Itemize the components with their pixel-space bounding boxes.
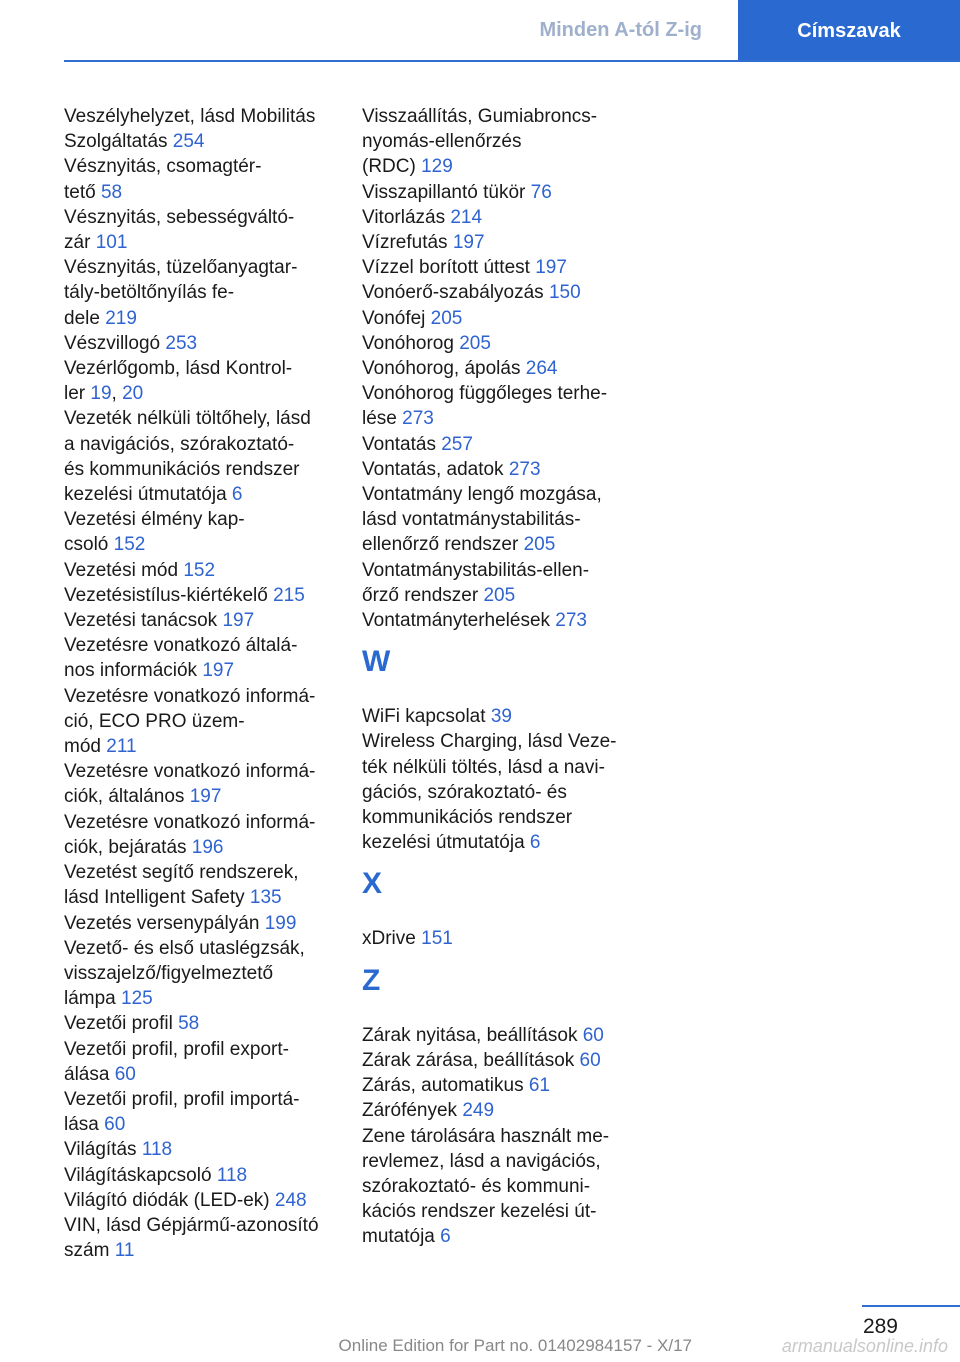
index-entry-text: Vésznyitás, sebességváltó- — [64, 206, 295, 228]
index-entry-line — [64, 432, 339, 457]
index-entry-text: Visszapillantó tükör — [362, 181, 531, 203]
index-entry-line — [64, 961, 339, 986]
index-entry-text: Vezetést segítő rendszerek, — [64, 862, 299, 884]
index-entry-text: Vezetésre vonatkozó informá- — [64, 761, 316, 783]
index-entry — [64, 633, 339, 683]
index-entry-line — [362, 356, 637, 381]
index-entry-text: lásd vontatmánystabilitás- — [362, 509, 581, 531]
index-entry-text: Vitorlázás — [362, 206, 451, 228]
index-entry — [64, 608, 339, 633]
index-entry-line — [64, 1087, 339, 1112]
index-entry-line — [362, 255, 637, 280]
index-entry-line — [362, 704, 637, 729]
index-entry-line — [362, 1174, 637, 1199]
index-entry-line — [362, 104, 637, 129]
index-entry-line — [64, 835, 339, 860]
index-entry — [362, 104, 637, 180]
index-entry-line — [64, 1062, 339, 1087]
index-entry-line — [362, 1149, 637, 1174]
page-reference-link[interactable]: 197 — [189, 786, 222, 808]
page-reference-link[interactable]: 20 — [122, 383, 144, 405]
index-entry-text: Vezetési tanácsok — [64, 610, 223, 632]
index-entry — [64, 583, 339, 608]
index-entry-line — [362, 926, 637, 951]
index-entry-text: Világító diódák (LED-ek) — [64, 1189, 275, 1211]
index-entry-line — [362, 205, 637, 230]
index-entry-text: gációs, szórakoztató- és — [362, 781, 567, 803]
page-reference-link[interactable]: 152 — [183, 559, 216, 581]
page-reference-link[interactable]: 214 — [450, 206, 483, 228]
index-entry-text: szórakoztató- és kommuni- — [362, 1175, 591, 1197]
index-entry-line — [64, 633, 339, 658]
index-entry-text: Zárás, automatikus — [362, 1075, 529, 1097]
page-number: 289 — [862, 1315, 898, 1338]
index-entry-line — [64, 583, 339, 608]
page-ref-separator: , — [111, 383, 123, 405]
page-reference-link[interactable]: 253 — [165, 332, 198, 354]
index-entry-line — [64, 1137, 339, 1162]
index-entry-text: nos információk — [64, 660, 203, 682]
page-reference-link[interactable]: 118 — [141, 1139, 173, 1161]
index-entry-text: ellenőrző rendszer — [362, 534, 524, 556]
index-entry-text: Vezetés versenypályán — [64, 912, 265, 934]
index-entry-text: revlemez, lásd a navigációs, — [362, 1150, 601, 1172]
page-reference-link[interactable]: 76 — [530, 181, 552, 203]
index-entry-line — [64, 986, 339, 1011]
index-entry-line — [64, 356, 339, 381]
index-entry-line — [64, 331, 339, 356]
index-entry — [64, 1163, 339, 1188]
index-entry-line — [64, 230, 339, 255]
index-entry-text: Vezetésistílus-kiértékelő — [64, 584, 274, 606]
page-reference-link[interactable]: 19 — [90, 383, 112, 405]
page-reference-link[interactable]: 60 — [104, 1114, 126, 1136]
index-entry-line — [64, 1188, 339, 1213]
page-reference-link[interactable]: 150 — [548, 282, 581, 304]
index-entry-line — [362, 729, 637, 754]
index-entry-text: VIN, lásd Gépjármű-azonosító — [64, 1214, 319, 1236]
index-letter-heading: W — [362, 645, 391, 679]
page-reference-link[interactable]: 60 — [582, 1024, 604, 1046]
index-entry-line — [362, 482, 637, 507]
index-column-left — [64, 104, 339, 1263]
index-entry — [64, 911, 339, 936]
index-entry-line — [64, 104, 339, 129]
page-reference-link[interactable]: 6 — [440, 1226, 451, 1248]
index-entry — [64, 406, 339, 507]
index-entry-text: Vontatás — [362, 433, 442, 455]
index-entry — [362, 180, 637, 205]
index-entry-line — [64, 784, 339, 809]
index-entry-text: a navigációs, szórakoztató- — [64, 433, 295, 455]
index-entry-line — [362, 1224, 637, 1249]
page-reference-link[interactable]: 249 — [462, 1100, 495, 1122]
index-entry — [64, 1087, 339, 1137]
index-entry — [362, 1048, 637, 1073]
index-entry-text: WiFi kapcsolat — [362, 706, 491, 728]
index-entry-line — [64, 507, 339, 532]
index-entry-text: Vezetési élmény kap- — [64, 509, 245, 531]
index-entry — [362, 331, 637, 356]
index-entry — [64, 104, 339, 154]
index-entry-text: ciók, általános — [64, 786, 190, 808]
header-section-title: Minden A-tól Z-ig — [539, 18, 702, 41]
index-entry-line — [64, 205, 339, 230]
index-entry-line — [362, 230, 637, 255]
index-entry-text: Vészvillogó — [64, 332, 166, 354]
index-entry-text: Vezetői profil, profil importá- — [64, 1088, 300, 1110]
index-entry — [362, 205, 637, 230]
index-entry-line — [64, 885, 339, 910]
index-entry-text: ció, ECO PRO üzem- — [64, 710, 245, 732]
index-entry-line — [362, 1023, 637, 1048]
index-entry-line — [64, 532, 339, 557]
index-entry-text: mód — [64, 736, 107, 758]
index-entry-text: xDrive — [362, 928, 422, 950]
index-entry-line — [64, 306, 339, 331]
index-entry — [64, 684, 339, 760]
index-entry — [64, 1188, 339, 1213]
index-entry-line — [64, 911, 339, 936]
index-entry-line — [362, 558, 637, 583]
page-reference-link[interactable]: 254 — [172, 131, 205, 153]
index-entry-line — [64, 1238, 339, 1263]
index-entry-text: Zene tárolására használt me- — [362, 1125, 610, 1147]
page-reference-link[interactable]: 205 — [459, 332, 491, 354]
index-entry — [362, 926, 637, 951]
header-divider — [64, 60, 960, 62]
page-reference-link[interactable]: 205 — [430, 307, 463, 329]
index-entry-text: Vonóhorog — [362, 332, 460, 354]
index-entry-line — [64, 381, 339, 406]
index-entry-text: Veszélyhelyzet, lásd Mobilitás — [64, 106, 316, 127]
page-reference-link[interactable]: 197 — [535, 257, 567, 279]
index-entry-text: ciók, bejáratás — [64, 836, 192, 858]
page-header — [0, 0, 960, 62]
index-entry-line — [362, 830, 637, 855]
page-reference-link[interactable]: 118 — [216, 1164, 248, 1186]
page-reference-link[interactable]: 205 — [523, 534, 556, 556]
index-entry-text: (RDC) — [362, 156, 422, 178]
index-entry-line — [64, 280, 339, 305]
index-entry-text: kommunikációs rendszer — [362, 807, 573, 829]
index-entry-text: Vonóerő-szabályozás — [362, 282, 549, 304]
page-reference-link[interactable]: 6 — [231, 484, 243, 506]
index-entry-line — [362, 180, 637, 205]
index-entry — [362, 482, 637, 558]
index-entry-line — [64, 255, 339, 280]
index-entry-text: nyomás-ellenőrzés — [362, 131, 522, 153]
index-entry-text: Vezeték nélküli töltőhely, lásd — [64, 408, 311, 430]
page-reference-link[interactable]: 39 — [490, 706, 512, 728]
index-entry-text: Vonóhorog, ápolás — [362, 358, 526, 380]
header-tab-active[interactable]: Címszavak — [738, 0, 960, 62]
index-entry — [362, 230, 637, 255]
index-entry-line — [362, 1048, 637, 1073]
page-reference-link[interactable]: 125 — [121, 988, 153, 1010]
index-entry-text: Visszaállítás, Gumiabroncs- — [362, 106, 598, 127]
index-entry-line — [64, 129, 339, 154]
index-entry — [362, 306, 637, 331]
index-entry — [362, 608, 637, 633]
index-entry-line — [64, 482, 339, 507]
page-reference-link[interactable]: 6 — [529, 832, 541, 854]
index-entry-line — [362, 1098, 637, 1123]
index-entry-text: mutatója — [362, 1226, 441, 1248]
index-entry-line — [64, 154, 339, 179]
index-entry-text: Vonófej — [362, 307, 431, 329]
index-entry-line — [64, 759, 339, 784]
page-reference-link[interactable]: 152 — [113, 534, 146, 556]
page-reference-link[interactable]: 11 — [114, 1240, 135, 1262]
index-entry-line — [64, 658, 339, 683]
index-entry-line — [64, 1163, 339, 1188]
index-entry-line — [64, 558, 339, 583]
index-entry — [362, 704, 637, 729]
watermark-text: armanualsonline.info — [781, 1336, 948, 1356]
page-reference-link[interactable]: 58 — [100, 181, 123, 203]
index-entry — [64, 936, 339, 1012]
footer-divider — [862, 1305, 960, 1307]
index-entry — [64, 1137, 339, 1162]
page-reference-link[interactable]: 129 — [421, 156, 453, 178]
page-reference-link[interactable]: 205 — [483, 584, 516, 606]
index-entry-line — [64, 684, 339, 709]
index-entry-line — [64, 406, 339, 431]
index-entry-text: és kommunikációs rendszer — [64, 458, 300, 480]
index-entry-text: Vezető- és első utaslégzsák, — [64, 937, 305, 959]
index-entry-line — [362, 507, 637, 532]
page-reference-link[interactable]: 60 — [579, 1049, 601, 1071]
index-entry-line — [362, 457, 637, 482]
index-entry-text: Szolgáltatás — [64, 131, 173, 153]
page-reference-link[interactable]: 58 — [178, 1013, 200, 1035]
index-entry-line — [64, 1037, 339, 1062]
index-entry — [64, 1213, 339, 1263]
index-entry-line — [64, 608, 339, 633]
page-reference-link[interactable]: 273 — [402, 408, 434, 430]
index-entry-line — [362, 583, 637, 608]
index-entry-text: kezelési útmutatója — [64, 484, 232, 506]
index-entry-line — [64, 1112, 339, 1137]
index-entry — [64, 356, 339, 406]
page-reference-link[interactable]: 248 — [274, 1189, 307, 1211]
index-entry-line — [362, 331, 637, 356]
index-entry — [362, 1023, 637, 1048]
index-letter-heading: X — [362, 867, 383, 901]
index-entry-line — [362, 381, 637, 406]
index-entry-text: lása — [64, 1114, 105, 1136]
index-entry-line — [362, 608, 637, 633]
page-reference-link[interactable]: 60 — [114, 1063, 136, 1085]
index-entry-line — [64, 1213, 339, 1238]
index-entry — [362, 381, 637, 431]
page-reference-link[interactable]: 61 — [528, 1075, 550, 1097]
index-entry-text: Vontatmánystabilitás-ellen- — [362, 559, 590, 581]
index-entry — [64, 759, 339, 809]
index-column-right — [362, 104, 637, 1250]
index-entry — [362, 558, 637, 608]
index-entry-text: Vontatmányterhelések — [362, 610, 556, 632]
index-entry — [362, 1073, 637, 1098]
page-reference-link[interactable]: 273 — [508, 458, 541, 480]
index-entry-text: Wireless Charging, lásd Veze- — [362, 731, 617, 753]
index-entry-text: lásd Intelligent Safety — [64, 887, 250, 909]
index-entry-line — [64, 860, 339, 885]
index-entry-text: Zárófények — [362, 1100, 463, 1122]
index-entry-text: lése — [362, 408, 403, 430]
page-reference-link[interactable]: 197 — [202, 660, 235, 682]
index-entry-line — [362, 154, 637, 179]
page-reference-link[interactable]: 151 — [421, 928, 453, 950]
index-entry-line — [64, 709, 339, 734]
index-entry — [64, 205, 339, 255]
index-letter-heading: Z — [362, 963, 381, 997]
index-entry-text: kezelési útmutatója — [362, 832, 530, 854]
index-entry-line — [362, 755, 637, 780]
index-entry-text: csoló — [64, 534, 114, 556]
index-entry-line — [64, 180, 339, 205]
index-entry — [64, 255, 339, 331]
index-entry-line — [362, 432, 637, 457]
index-entry-text: Vezetésre vonatkozó informá- — [64, 811, 316, 833]
index-entry-text: Vontatás, adatok — [362, 458, 509, 480]
page-reference-link[interactable]: 101 — [95, 232, 128, 254]
index-entry-line — [64, 810, 339, 835]
page-reference-link[interactable]: 219 — [105, 307, 137, 329]
index-entry-text: lámpa — [64, 988, 122, 1010]
index-entry-text: visszajelző/figyelmeztető — [64, 962, 274, 984]
index-entry-line — [64, 457, 339, 482]
index-entry-text: Vontatmány lengő mozgása, — [362, 484, 602, 506]
index-entry-text: Vezetői profil, profil export- — [64, 1038, 289, 1060]
index-entry-text: ler — [64, 383, 91, 405]
index-entry-text: Világítás — [64, 1139, 142, 1161]
index-entry — [64, 810, 339, 860]
index-entry-text: Zárak zárása, beállítások — [362, 1049, 580, 1071]
page-reference-link[interactable]: 264 — [525, 358, 558, 380]
index-entry-line — [362, 280, 637, 305]
index-entry — [64, 558, 339, 583]
index-entry — [64, 860, 339, 910]
page-reference-link[interactable]: 215 — [273, 584, 305, 606]
page-reference-link[interactable]: 273 — [555, 610, 587, 632]
index-entry-text: tály-betöltőnyílás fe- — [64, 282, 235, 304]
index-entry — [362, 280, 637, 305]
page-reference-link[interactable]: 196 — [191, 836, 224, 858]
index-entry-text: Vésznyitás, tüzelőanyagtar- — [64, 257, 298, 279]
index-entry-text: őrző rendszer — [362, 584, 484, 606]
index-entry-text: zár — [64, 232, 96, 254]
index-entry — [362, 1098, 637, 1123]
index-entry-text: Vonóhorog függőleges terhe- — [362, 383, 608, 405]
index-entry — [362, 255, 637, 280]
page-reference-link[interactable]: 257 — [441, 433, 473, 455]
index-entry-line — [362, 1073, 637, 1098]
index-entry — [362, 729, 637, 855]
index-entry — [362, 432, 637, 457]
index-entry — [64, 331, 339, 356]
index-entry — [362, 356, 637, 381]
index-entry-text: álása — [64, 1063, 115, 1085]
footer-edition-text: Online Edition for Part no. 01402984157 - X/17 — [338, 1336, 692, 1355]
page-reference-link[interactable]: 135 — [249, 887, 282, 909]
index-entry-text: kációs rendszer kezelési út- — [362, 1201, 597, 1223]
index-entry-text: Vezetői profil — [64, 1013, 179, 1035]
index-entry-text: Vezérlőgomb, lásd Kontrol- — [64, 358, 293, 380]
index-entry-line — [362, 406, 637, 431]
index-entry-line — [362, 1124, 637, 1149]
index-entry-line — [64, 1011, 339, 1036]
page-reference-link[interactable]: 197 — [222, 610, 255, 632]
index-entry — [64, 507, 339, 557]
page-reference-link[interactable]: 211 — [106, 736, 137, 758]
index-entry-text: Vezetésre vonatkozó általá- — [64, 635, 298, 657]
index-entry — [362, 457, 637, 482]
index-entry-text: Vezetésre vonatkozó informá- — [64, 685, 316, 707]
index-entry-line — [64, 734, 339, 759]
index-entry-text: Vízzel borított úttest — [362, 257, 536, 279]
index-entry-text: Vezetési mód — [64, 559, 184, 581]
index-entry-text: dele — [64, 307, 106, 329]
index-entry — [362, 1124, 637, 1250]
index-entry-line — [64, 936, 339, 961]
index-entry-text: Vízrefutás — [362, 232, 453, 254]
page-reference-link[interactable]: 197 — [452, 232, 485, 254]
index-entry-text: ték nélküli töltés, lásd a navi- — [362, 756, 605, 778]
index-entry-text: Vésznyitás, csomagtér- — [64, 156, 262, 178]
index-entry-text: szám — [64, 1240, 115, 1262]
index-entry-line — [362, 532, 637, 557]
index-entry-text: Világításkapcsoló — [64, 1164, 217, 1186]
index-entry-line — [362, 129, 637, 154]
index-entry-text: tető — [64, 181, 101, 203]
page-reference-link[interactable]: 199 — [264, 912, 297, 934]
index-entry-text: Zárak nyitása, beállítások — [362, 1024, 583, 1046]
index-entry-line — [362, 1199, 637, 1224]
index-entry-line — [362, 306, 637, 331]
index-entry — [64, 1037, 339, 1087]
index-entry — [64, 1011, 339, 1036]
index-entry-line — [362, 780, 637, 805]
index-entry-line — [362, 805, 637, 830]
index-entry — [64, 154, 339, 204]
